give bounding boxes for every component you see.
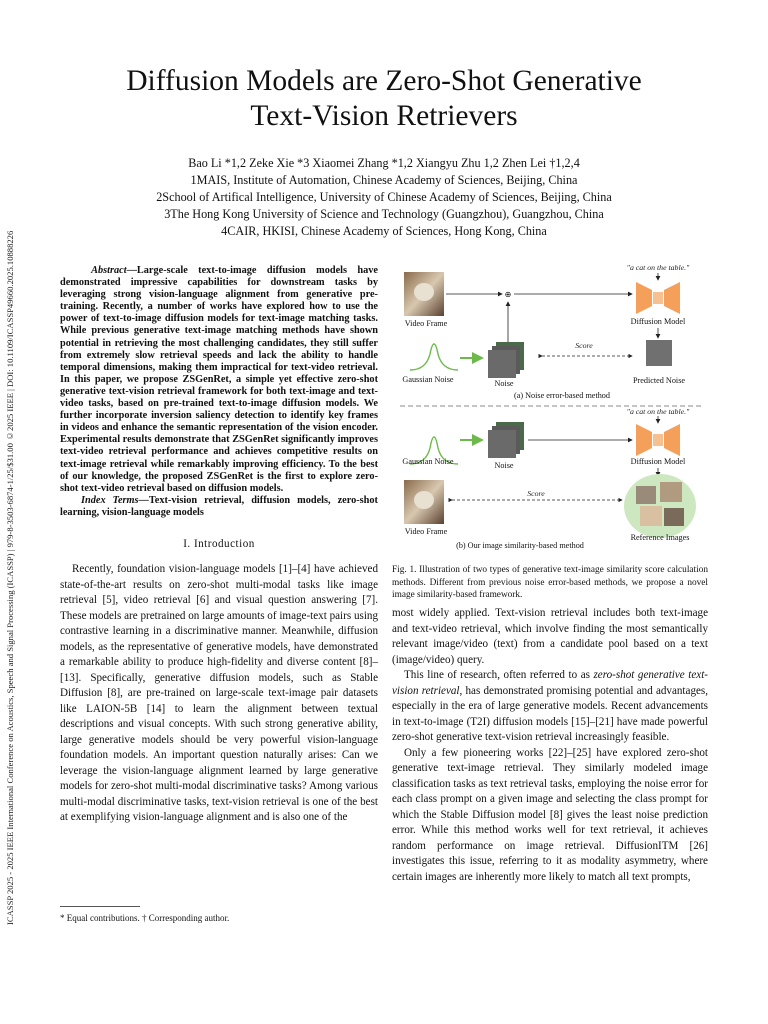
author-names: Bao Li *1,2 Zeke Xie *3 Xiaomei Zhang *1,2 Xiangyu Zhu 1,2 Zhen Lei †1,2,4 bbox=[188, 156, 580, 170]
index-terms-text: —Text-vision retrieval, diffusion models, zero-shot learning, vision-language models bbox=[60, 494, 378, 518]
abstract bbox=[60, 265, 378, 495]
gaussian-curve-icon-a bbox=[410, 344, 458, 370]
affiliation-4: 4CAIR, HKISI, Chinese Academy of Sciences, Hong Kong, China bbox=[221, 224, 547, 238]
side-doi-text: ICASSP 2025 - 2025 IEEE International Conference on Acoustics, Speech and Signal Processing (ICASSP) | 979-8-3503-6874-1/25/$31.00 ©2025 IEEE | DOI: 10.1109/ICASSP49660.2025.10888226 bbox=[5, 230, 15, 925]
diffusion-decoder-icon-a bbox=[664, 282, 680, 314]
right-paragraph-3: Only a few pioneering works [22]–[25] have explored zero-shot generative text-image retrieval. They similarly modeled image classification tasks as text retrieval tasks, employing the noise error for each class prompt on a given image and selecting the class prompt for which the Stable Diffusion model [8] gives the least noise prediction error. While this method works well for text retrieval, it achieves random performance on image retrieval. DiffusionITM [26] investigates this issue, referring to it as modality asymmetry, where certain images are inherently more likely to match all text prompts, bbox=[392, 746, 708, 883]
footnote-rule bbox=[60, 906, 140, 907]
section-heading-introduction: I. Introduction bbox=[183, 537, 255, 550]
diffusion-encoder-icon-b bbox=[636, 424, 652, 456]
right-paragraph-2 bbox=[392, 668, 708, 746]
figure-caption: Fig. 1. Illustration of two types of generative text-image similarity score calculation methods. Different from previous noise error-based methods, we propose a novel image similarity-based framework. bbox=[392, 565, 708, 600]
figure-1 bbox=[396, 258, 708, 554]
right-column bbox=[392, 606, 708, 885]
label-video-frame-a: Video Frame bbox=[404, 319, 448, 328]
label-noise-b: Noise bbox=[494, 461, 514, 470]
prompt-text-b: "a cat on the table." bbox=[626, 407, 690, 416]
noise-stack-icon-a bbox=[488, 350, 516, 378]
label-reference-images: Reference Images bbox=[630, 533, 690, 542]
paper-title bbox=[60, 64, 708, 134]
left-column bbox=[60, 265, 378, 826]
right-paragraph-2-emphasis: zero-shot generative text-vision retrieval bbox=[392, 669, 708, 697]
diffusion-decoder-icon-b bbox=[664, 424, 680, 456]
intro-paragraph: Recently, foundation vision-language models [1]–[4] have achieved state-of-the-art results on zero-shot multi-modal tasks like image retrieval [5], video retrieval [6] and visual question answering [7]. These models are pretrained on large amounts of image-text pairs using contrastive learning in a discriminative manner. Meanwhile, diffusion models, as the representative of generative models, have demonstrated a remarkable ability to produce high-fidelity and diverse content [8]–[13]. Specifically, generative diffusion models, such as Stable Diffusion [8], are pre-trained on large-scale text-image pair datasets like LAION-5B [14] to learn the alignment between textual descriptions and visual concepts. With such strong generative ability, large generative models should be very powerful vision-language foundation models. An important question naturally arises: Can we leverage the vision-language alignment learned by large generative models for zero-shot multi-modal discriminative tasks? Among various multi-modal discriminative tasks, text-vision retrieval is one of the best at exemplifying vision-language alignment and is also one of the bbox=[60, 563, 378, 824]
title-line-2: Text-Vision Retrievers bbox=[250, 100, 518, 132]
label-predicted-noise: Predicted Noise bbox=[632, 376, 686, 385]
reference-images-icon bbox=[664, 508, 684, 526]
affiliation-1: 1MAIS, Institute of Automation, Chinese Academy of Sciences, Beijing, China bbox=[190, 173, 578, 187]
title-line-1: Diffusion Models are Zero-Shot Generative bbox=[126, 65, 642, 97]
figure-1-diagram bbox=[396, 258, 708, 554]
label-score-a: Score bbox=[575, 341, 593, 350]
affiliation-3: 3The Hong Kong University of Science and Technology (Guangzhou), Guangzhou, China bbox=[164, 207, 604, 221]
affiliation-2: 2School of Artifical Intelligence, University of Chinese Academy of Sciences, Beijing, China bbox=[156, 190, 612, 204]
abstract-label: Abstract bbox=[91, 265, 127, 276]
right-paragraph-2-b: , has demonstrated promising potential and advantages, especially in the era of large generative models. Recent advancements in text-to-image (T2I) diffusion models [15]–[21] have made powerful zero-shot generative text-vision retrieval increasingly feasible. bbox=[392, 684, 709, 743]
cat-icon-a bbox=[414, 283, 434, 301]
index-terms bbox=[60, 495, 378, 519]
subcaption-b: (b) Our image similarity-based method bbox=[456, 541, 584, 550]
label-gaussian-noise-b: Gaussian Noise bbox=[402, 457, 454, 466]
label-score-b: Score bbox=[527, 489, 545, 498]
cat-icon-b bbox=[414, 491, 434, 509]
subcaption-a: (a) Noise error-based method bbox=[514, 391, 610, 400]
label-diffusion-model-b: Diffusion Model bbox=[630, 457, 686, 466]
prompt-text-a: "a cat on the table." bbox=[626, 263, 690, 272]
label-diffusion-model-a: Diffusion Model bbox=[630, 317, 686, 326]
plus-icon: ⊕ bbox=[504, 290, 512, 299]
label-video-frame-b: Video Frame bbox=[404, 527, 448, 536]
diffusion-encoder-icon-a bbox=[636, 282, 652, 314]
right-paragraph-2-a: This line of research, often referred to as bbox=[404, 669, 594, 681]
right-paragraph-1: most widely applied. Text-vision retrieval includes both text-image and text-video retrieval, which involve finding the most semantically relevant image/video (text) from a candidate pool based on a text (image/video) query. bbox=[392, 607, 708, 666]
noise-stack-icon-b bbox=[488, 430, 516, 458]
label-gaussian-noise-a: Gaussian Noise bbox=[402, 375, 454, 384]
abstract-text: —Large-scale text-to-image diffusion models have demonstrated impressive capabilities for downstream tasks by leveraging strong vision-language alignment from generative pre-training. Recently, a number of works have explored how to use the power of text-to-image diffusion models for text-image matching tasks. While previous generative text-image matching methods have shown potential in retrieving the most challenging candidates, they still suffer from extremely slow retrieval speeds and lack the ability to handle temporal dimensions, making them impractical for text-video retrieval. In this paper, we propose ZSGenRet, a simple yet effective zero-shot generative text-vision retrieval framework for both text-image and text-video tasks, based on pre-trained text-to-image diffusion models. We further incorporate inversion saliency detection to identify key frames in videos and enhance the semantic representation of the vision encoder. Experimental results demonstrate that ZSGenRet significantly improves text-video retrieval performance and achieves competitive results on text-image retrieval while remarkably improving efficiency. To the best of our knowledge, the proposed ZSGenRet is the first to explore zero-shot text-video retrieval based on diffusion models. bbox=[60, 265, 378, 494]
index-terms-label: Index Terms bbox=[81, 494, 139, 506]
footnote: * Equal contributions. † Corresponding author. bbox=[60, 913, 230, 923]
predicted-noise-icon bbox=[646, 340, 672, 366]
author-block bbox=[60, 155, 708, 240]
label-noise-a: Noise bbox=[494, 379, 514, 388]
